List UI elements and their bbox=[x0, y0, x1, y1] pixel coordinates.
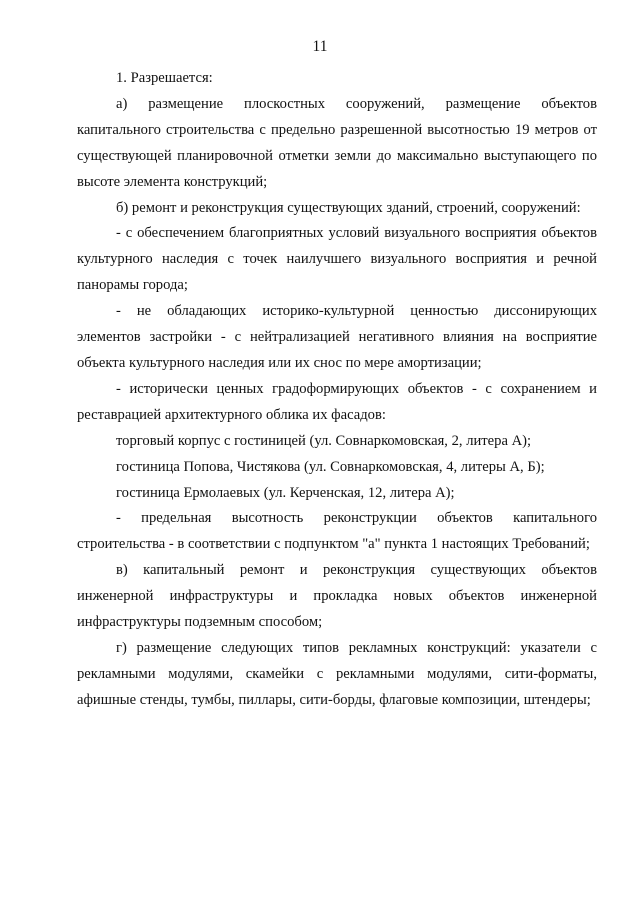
paragraph-b-visual-perception: - с обеспечением благоприятных условий визуального восприятия объектов культурного наследия с точек наилучшего визуального восприятия и речной панорамы города; bbox=[77, 225, 597, 294]
paragraph-item-b: б) ремонт и реконструкция существующих зданий, строений, сооружений: bbox=[116, 199, 581, 216]
paragraph-b-height-limit: - предельная высотность реконструкции объектов капитального строительства - в соответствии с подпунктом "а" пункта 1 настоящих Требований; bbox=[77, 510, 597, 553]
page-number: 11 bbox=[312, 38, 328, 55]
list-item-ermolaev-hotel: гостиница Ермолаевых (ул. Керченская, 12, литера А); bbox=[116, 484, 455, 501]
paragraph-item-a: а) размещение плоскостных сооружений, размещение объектов капитального строительства с предельно разрешенной высотностью 19 метров от существующей планировочной отметки земли до максимально выступающего по высоте элемента конструкций; bbox=[77, 95, 597, 190]
paragraph-permitted-heading: 1. Разрешается: bbox=[116, 70, 213, 86]
document-body bbox=[77, 66, 597, 714]
paragraph-b-dissonant-elements: - не обладающих историко-культурной ценностью диссонирующих элементов застройки - с нейтрализацией негативного влияния на восприятие объекта культурного наследия или их снос по мере амортизации; bbox=[77, 303, 597, 371]
paragraph-item-g: г) размещение следующих типов рекламных конструкций: указатели с рекламными модулями, скамейки с рекламными модулями, сити-форматы, афишные стенды, тумбы, пиллары, сити-борды, флаговые композиции, штендеры; bbox=[77, 639, 597, 708]
list-item-popov-hotel: гостиница Попова, Чистякова (ул. Совнаркомовская, 4, литеры А, Б); bbox=[116, 458, 545, 475]
paragraph-item-v: в) капитальный ремонт и реконструкция существующих объектов инженерной инфраструктуры и прокладка новых объектов инженерной инфраструктуры подземным способом; bbox=[77, 562, 597, 631]
list-item-trade-building: торговый корпус с гостиницей (ул. Совнаркомовская, 2, литера А); bbox=[116, 432, 532, 449]
paragraph-b-historic-objects: - исторически ценных градоформирующих объектов - с сохранением и реставрацией архитектурного облика их фасадов: bbox=[77, 380, 597, 423]
